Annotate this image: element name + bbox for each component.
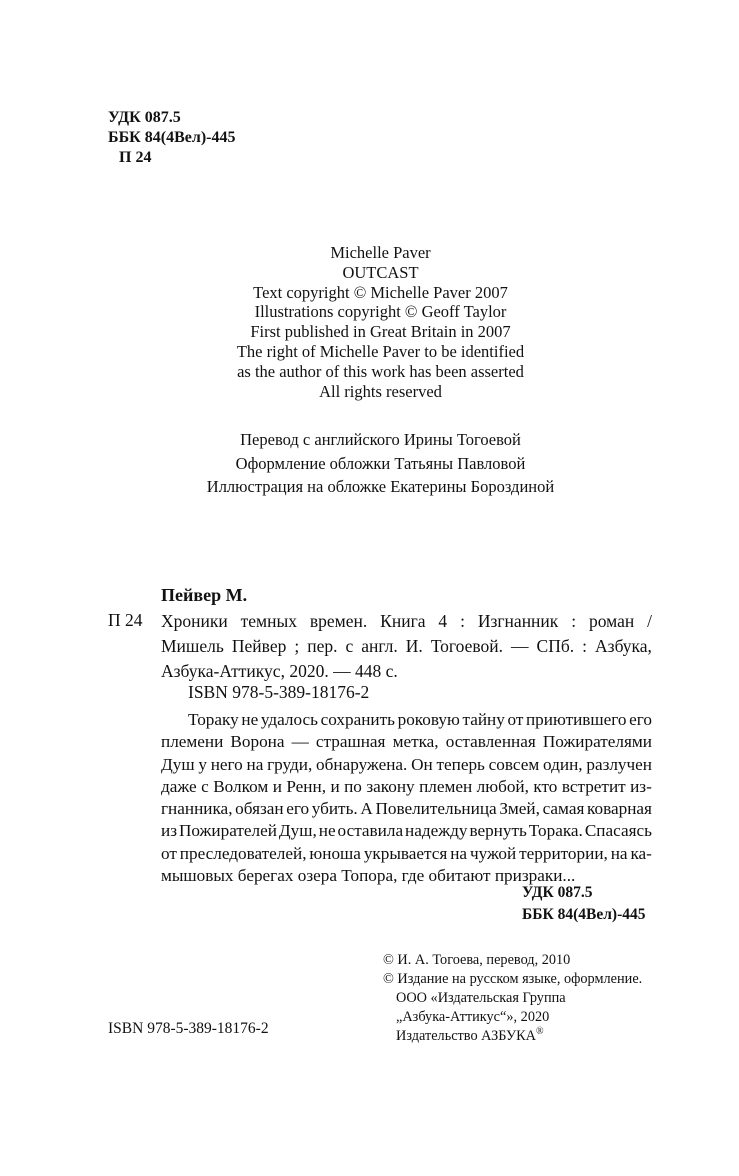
word: Тораку: [188, 710, 239, 729]
word: :: [582, 636, 588, 656]
word: из-: [630, 776, 652, 796]
rights-block: [383, 951, 642, 1046]
copyright-line: OUTCAST: [342, 262, 419, 282]
copyright-line: The right of Michelle Paver to be identified: [236, 341, 525, 361]
word: оставленная: [445, 732, 536, 752]
word: и: [330, 776, 340, 796]
word: любой,: [476, 776, 529, 796]
word: один,: [543, 754, 583, 774]
word: Книга: [380, 611, 426, 631]
credit-line: Оформление обложки Татьяны Павловой: [235, 453, 526, 473]
word: не: [241, 710, 259, 729]
word: с: [201, 776, 209, 796]
word: метка,: [392, 732, 439, 752]
word: юноша: [309, 843, 361, 863]
copyright-line: Text copyright © Michelle Paver 2007: [253, 282, 508, 302]
bibliographic-description: [161, 609, 652, 684]
word: совсем: [488, 754, 540, 774]
word: Душ: [161, 754, 195, 774]
word: ка-: [630, 843, 652, 863]
word: встретит: [561, 776, 626, 796]
copyright-line: as the author of this work has been asserted: [237, 361, 524, 381]
word: надежду: [405, 821, 468, 841]
word: Он: [411, 754, 433, 774]
copyright-line: First published in Great Britain in 2007: [250, 322, 511, 342]
bbk-code: ББК 84(4Вел)-445: [108, 129, 236, 146]
word: чужой: [469, 843, 517, 863]
word: Хроники: [161, 611, 228, 631]
word: —: [291, 732, 309, 752]
word: :: [460, 611, 465, 631]
word: Тогоевой.: [430, 636, 504, 656]
word: сохранить: [320, 710, 395, 729]
annotation-line: [161, 776, 652, 798]
word: Пожирателями: [542, 732, 652, 752]
annotation-line: [161, 843, 652, 865]
word: А: [360, 799, 373, 819]
word: :: [571, 611, 577, 631]
word: Волком: [213, 776, 269, 796]
publisher-line: [383, 1027, 642, 1046]
annotation-line: [161, 731, 652, 753]
copyright-line: All rights reserved: [319, 381, 442, 401]
word: его: [286, 799, 310, 819]
annotation-line: [161, 754, 652, 776]
word: на: [450, 843, 468, 863]
word: и: [272, 776, 282, 796]
word: теперь: [436, 754, 485, 774]
word: Спасаясь: [584, 821, 652, 841]
word: территории,: [519, 843, 608, 863]
word: Ренн,: [286, 776, 326, 796]
credits-block: [0, 428, 739, 499]
copyright-block: [0, 243, 739, 401]
word: пер.: [307, 636, 338, 656]
catalog-udk: УДК 087.5: [522, 884, 593, 901]
annotation: [161, 709, 652, 887]
word: удалось: [260, 710, 318, 729]
author-mark-code: П 24: [119, 149, 152, 166]
word: гнанника,: [161, 799, 233, 819]
word: племен: [419, 776, 473, 796]
word: из: [161, 821, 177, 841]
word: от: [161, 843, 177, 863]
annotation-line: [161, 709, 652, 731]
word: роман: [588, 611, 635, 631]
word: племени: [161, 732, 224, 752]
word: Азбука,: [595, 636, 652, 656]
credit-line: Перевод с английского Ирины Тогоевой: [240, 430, 521, 449]
annotation-line: [161, 798, 652, 820]
catalog-bbk: ББК 84(4Вел)-445: [522, 906, 646, 923]
word: СПб.: [536, 636, 575, 656]
word: Мишель: [161, 636, 224, 656]
rights-line: © И. А. Тогоева, перевод, 2010: [383, 952, 571, 968]
word: обнаружена.: [316, 754, 408, 774]
word: Душ,: [278, 821, 317, 841]
word: преследователей,: [179, 843, 307, 863]
word: кто: [533, 776, 558, 796]
word: —: [511, 636, 529, 656]
word: страшная: [315, 732, 386, 752]
catalog-codes: [522, 882, 646, 926]
word: груди,: [267, 754, 313, 774]
word: укрывается: [363, 843, 448, 863]
word: Пожирателей: [178, 821, 277, 841]
word: мышовых берегах озера Топора, где обитают призраки...: [161, 866, 576, 886]
udk-code: УДК 087.5: [108, 109, 181, 126]
rights-line: „Азбука-Аттикус“», 2020: [396, 1009, 550, 1025]
word: Повелительница: [375, 799, 497, 819]
word: Змей,: [499, 799, 540, 819]
word: его: [629, 710, 652, 729]
copyright-line: Michelle Paver: [330, 243, 431, 262]
biblio-line: [161, 609, 652, 634]
word: на: [246, 754, 264, 774]
rights-line: © Издание на русском языке, оформление.: [383, 971, 643, 987]
catalog-isbn: ISBN 978-5-389-18176-2: [188, 682, 370, 702]
word: не: [318, 821, 336, 841]
word: ;: [294, 636, 300, 656]
word: вернуть: [469, 821, 527, 841]
word: по: [344, 776, 362, 796]
word: Пейвер: [231, 636, 287, 656]
word: с: [345, 636, 354, 656]
word: закону: [366, 776, 415, 796]
word: оставила: [337, 821, 404, 841]
word: времен.: [309, 611, 368, 631]
word: от: [507, 710, 524, 729]
isbn-bottom: ISBN 978-5-389-18176-2: [108, 1020, 269, 1037]
catalog-author: Пейвер М.: [161, 585, 248, 605]
word: /: [647, 611, 652, 631]
word: темных: [240, 611, 298, 631]
word: у: [198, 754, 207, 774]
word: даже: [161, 776, 197, 796]
credit-line: Иллюстрация на обложке Екатерины Бороздиной: [206, 477, 555, 496]
word: И.: [405, 636, 423, 656]
copyright-line: Illustrations copyright © Geoff Taylor: [254, 302, 507, 322]
word: коварная: [587, 799, 652, 819]
annotation-line: [161, 820, 652, 842]
classification-top: [108, 108, 236, 168]
word: на: [610, 843, 628, 863]
biblio-line: [161, 659, 652, 684]
word: убить.: [311, 799, 358, 819]
word: него: [210, 754, 243, 774]
word: самая: [542, 799, 585, 819]
rights-line: ООО «Издательская Группа: [396, 990, 566, 1006]
registered-mark: ®: [536, 1026, 544, 1038]
word: приютившего: [525, 710, 627, 729]
word: Ворона: [230, 732, 285, 752]
word: тайну: [462, 710, 505, 729]
publisher-name: Издательство АЗБУКА: [396, 1028, 537, 1044]
biblio-line: [161, 634, 652, 659]
word: Азбука-Аттикус, 2020. — 448 с.: [161, 661, 398, 681]
word: разлучен: [586, 754, 652, 774]
word: Торака.: [528, 821, 583, 841]
word: 4: [438, 611, 448, 631]
catalog-code: П 24: [108, 610, 143, 630]
word: роковую: [397, 710, 460, 729]
word: Изгнанник: [477, 611, 559, 631]
word: англ.: [361, 636, 398, 656]
word: обязан: [235, 799, 284, 819]
